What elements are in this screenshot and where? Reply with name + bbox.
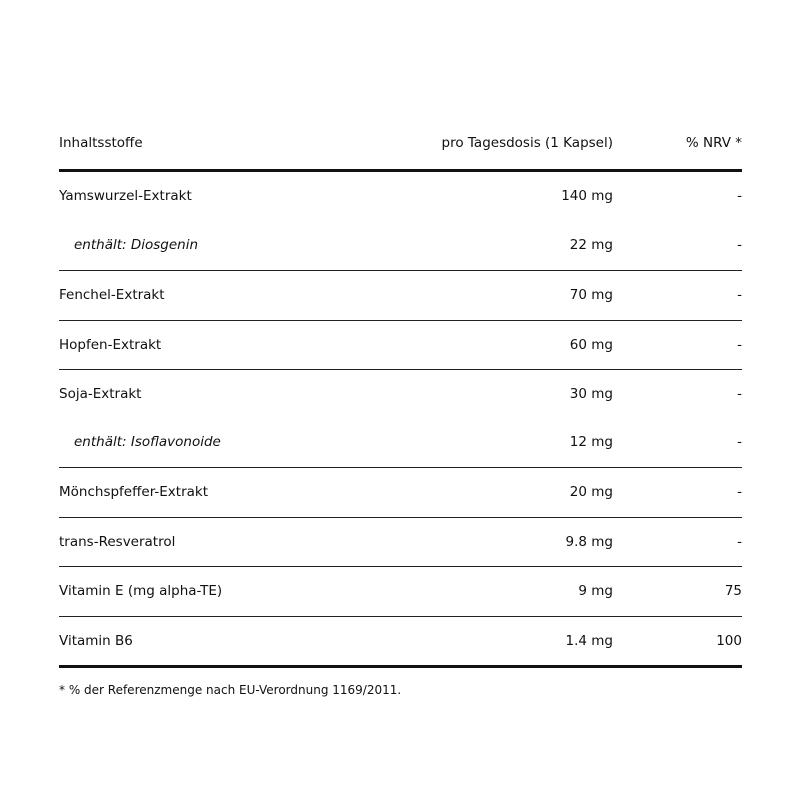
ingredient-name: trans-Resveratrol (59, 534, 176, 550)
ingredient-name: Hopfen-Extrakt (59, 337, 162, 353)
ingredient-subitem-name: enthält: Isoflavonoide (74, 434, 221, 450)
ingredient-nrv: 100 (716, 633, 742, 649)
ingredient-nrv: - (737, 434, 742, 450)
header-dose: pro Tagesdosis (1 Kapsel) (441, 135, 613, 151)
ingredient-dose: 20 mg (569, 484, 613, 500)
ingredient-subitem-name: enthält: Diosgenin (74, 237, 199, 253)
ingredient-name: Mönchspfeffer-Extrakt (59, 484, 209, 500)
ingredient-name: Vitamin E (mg alpha-TE) (59, 583, 223, 599)
table-row (59, 172, 742, 221)
ingredient-nrv: - (737, 484, 742, 500)
ingredient-name: Fenchel-Extrakt (59, 287, 165, 303)
footer-rule (59, 665, 742, 668)
table-row (59, 418, 742, 467)
ingredient-nrv: 75 (724, 583, 742, 599)
ingredient-nrv: - (737, 237, 742, 253)
footnote: * % der Referenzmenge nach EU-Verordnung 1169/2011. (59, 683, 402, 697)
table-row (59, 370, 742, 419)
ingredient-name: Yamswurzel-Extrakt (59, 188, 192, 204)
ingredient-nrv: - (737, 188, 742, 204)
header-nrv: % NRV * (685, 135, 742, 151)
ingredient-name: Soja-Extrakt (59, 386, 142, 402)
table-row (59, 518, 742, 567)
table-row (59, 617, 742, 666)
ingredient-dose: 1.4 mg (565, 633, 613, 649)
table-header (59, 123, 742, 163)
ingredient-dose: 12 mg (569, 434, 613, 450)
ingredient-dose: 9 mg (578, 583, 613, 599)
ingredient-dose: 9.8 mg (565, 534, 613, 550)
ingredient-dose: 70 mg (569, 287, 613, 303)
ingredient-dose: 140 mg (561, 188, 613, 204)
ingredient-dose: 22 mg (569, 237, 613, 253)
ingredient-nrv: - (737, 534, 742, 550)
ingredient-nrv: - (737, 287, 742, 303)
ingredient-dose: 60 mg (569, 337, 613, 353)
table-row (59, 271, 742, 320)
table-row (59, 567, 742, 616)
table-row (59, 221, 742, 270)
header-ingredient: Inhaltsstoffe (59, 135, 143, 151)
table-row (59, 321, 742, 370)
ingredient-nrv: - (737, 386, 742, 402)
ingredient-nrv: - (737, 337, 742, 353)
ingredient-name: Vitamin B6 (59, 633, 133, 649)
ingredient-dose: 30 mg (569, 386, 613, 402)
table-row (59, 468, 742, 517)
